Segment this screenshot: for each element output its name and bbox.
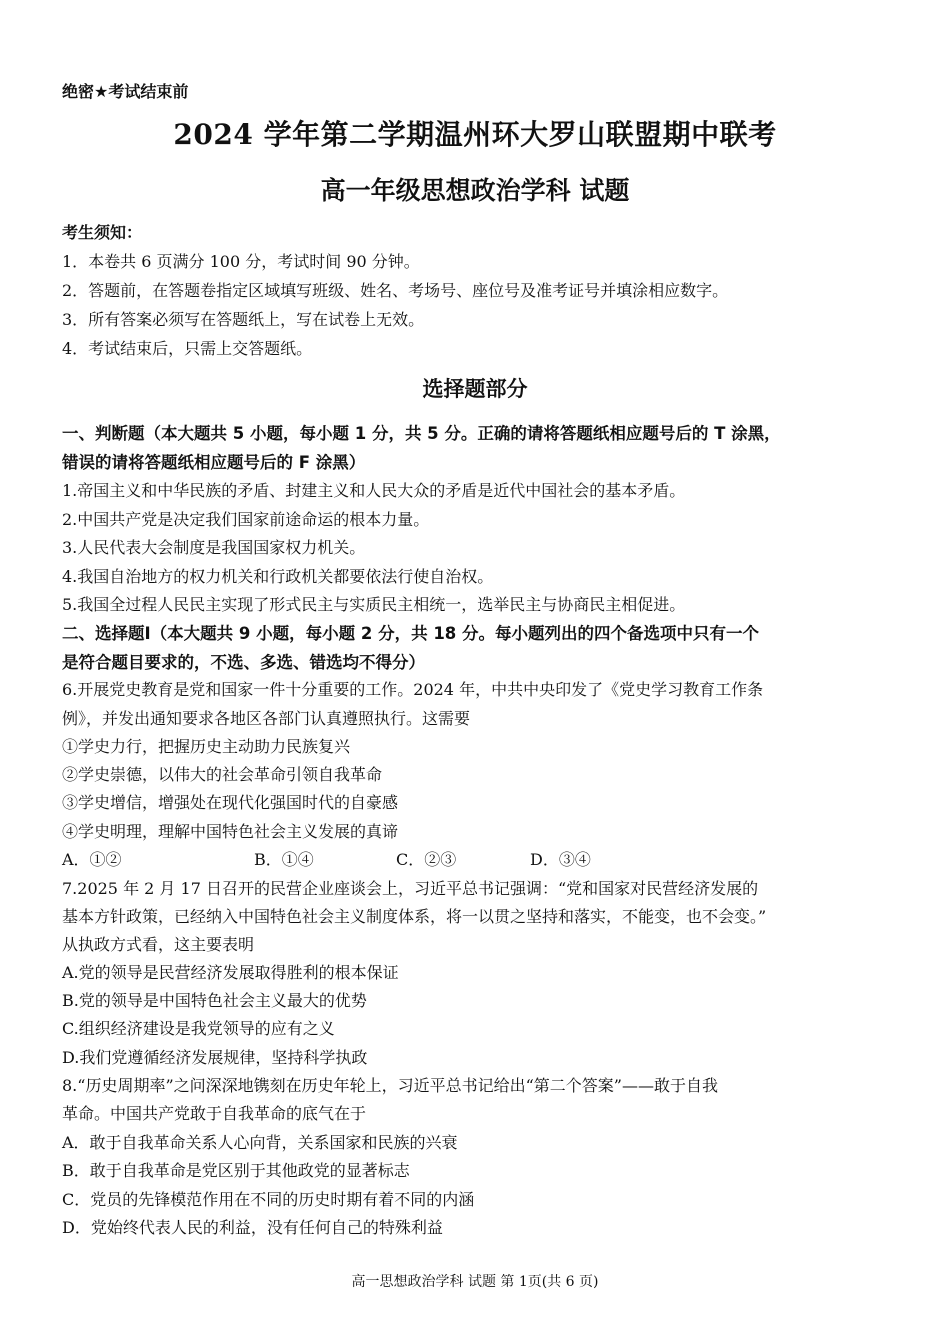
q7-option-c: C.组织经济建设是我党领导的应有之义	[62, 1019, 335, 1038]
judge-item-3: 3.人民代表大会制度是我国国家权力机关。	[62, 538, 366, 557]
q6-statement-3: ③学史增信，增强处在现代化强国时代的自豪感	[62, 793, 399, 812]
q8-option-d: D．党始终代表人民的利益，没有任何自己的特殊利益	[62, 1218, 443, 1237]
exam-title: 2024 学年第二学期温州环大罗山联盟期中联考	[173, 118, 777, 151]
notice-item: 4．考试结束后，只需上交答题纸。	[62, 339, 313, 358]
judge-item-2: 2.中国共产党是决定我们国家前途命运的根本力量。	[62, 510, 430, 529]
q8-stem-cont: 革命。中国共产党敢于自我革命的底气在于	[62, 1104, 367, 1123]
q7-option-b: B.党的领导是中国特色社会主义最大的优势	[62, 991, 367, 1010]
notice-heading: 考生须知：	[62, 223, 143, 242]
notice-item: 2．答题前，在答题卷指定区域填写班级、姓名、考场号、座位号及准考证号并填涂相应数字。	[62, 281, 729, 300]
q6-statement-2: ②学史崇德，以伟大的社会革命引领自我革命	[62, 765, 383, 784]
part2-heading: 二、选择题Ⅰ（本大题共 9 小题，每小题 2 分，共 18 分。每小题列出的四个备选项中只有一个	[62, 624, 760, 643]
part2-heading-cont: 是符合题目要求的，不选、多选、错选均不得分）	[62, 653, 425, 672]
q6-option-c: C．②③	[396, 850, 457, 869]
judge-item-4: 4.我国自治地方的权力机关和行政机关都要依法行使自治权。	[62, 567, 494, 586]
q7-stem: 7.2025 年 2 月 17 日召开的民营企业座谈会上，习近平总书记强调：“党和国家对民营经济发展的	[62, 879, 759, 898]
page-footer: 高一思想政治学科 试题 第 1页(共 6 页)	[351, 1274, 599, 1290]
exam-subtitle: 高一年级思想政治学科 试题	[320, 176, 630, 205]
section-title: 选择题部分	[422, 376, 528, 401]
q7-option-a: A.党的领导是民营经济发展取得胜利的根本保证	[62, 963, 399, 982]
notice-item: 3．所有答案必须写在答题纸上，写在试卷上无效。	[62, 310, 425, 329]
notice-item: 1．本卷共 6 页满分 100 分，考试时间 90 分钟。	[62, 252, 420, 271]
q8-option-c: C．党员的先锋模范作用在不同的历史时期有着不同的内涵	[62, 1190, 475, 1209]
part1-heading: 一、判断题（本大题共 5 小题，每小题 1 分，共 5 分。正确的请将答题纸相应题号后的 T 涂黑，	[62, 424, 781, 443]
q8-option-a: A．敢于自我革命关系人心向背，关系国家和民族的兴衰	[62, 1133, 458, 1152]
confidential-label: 绝密★考试结束前	[62, 82, 189, 101]
q7-option-d: D.我们党遵循经济发展规律，坚持科学执政	[62, 1048, 368, 1067]
q6-statement-1: ①学史力行，把握历史主动助力民族复兴	[62, 737, 351, 756]
q6-stem: 6.开展党史教育是党和国家一件十分重要的工作。2024 年，中共中央印发了《党史学习教育工作条	[62, 680, 764, 699]
q6-stem-cont: 例》，并发出通知要求各地区各部门认真遵照执行。这需要	[62, 709, 471, 728]
q6-option-b: B．①④	[254, 850, 314, 869]
q8-stem: 8.“历史周期率”之问深深地镌刻在历史年轮上，习近平总书记给出“第二个答案”——敢于自我	[62, 1076, 718, 1095]
q8-option-b: B．敢于自我革命是党区别于其他政党的显著标志	[62, 1161, 410, 1180]
q7-stem-cont: 基本方针政策，已经纳入中国特色社会主义制度体系，将一以贯之坚持和落实，不能变，也不会变。”	[62, 907, 767, 926]
q7-stem-cont2: 从执政方式看，这主要表明	[62, 935, 255, 954]
part1-heading-cont: 错误的请将答题纸相应题号后的 F 涂黑）	[62, 453, 366, 472]
judge-item-5: 5.我国全过程人民民主实现了形式民主与实质民主相统一，选举民主与协商民主相促进。	[62, 595, 686, 614]
q6-option-d: D．③④	[530, 850, 591, 869]
q6-option-a: A．①②	[62, 850, 122, 869]
q6-statement-4: ④学史明理，理解中国特色社会主义发展的真谛	[62, 822, 399, 841]
judge-item-1: 1.帝国主义和中华民族的矛盾、封建主义和人民大众的矛盾是近代中国社会的基本矛盾。	[62, 481, 686, 500]
